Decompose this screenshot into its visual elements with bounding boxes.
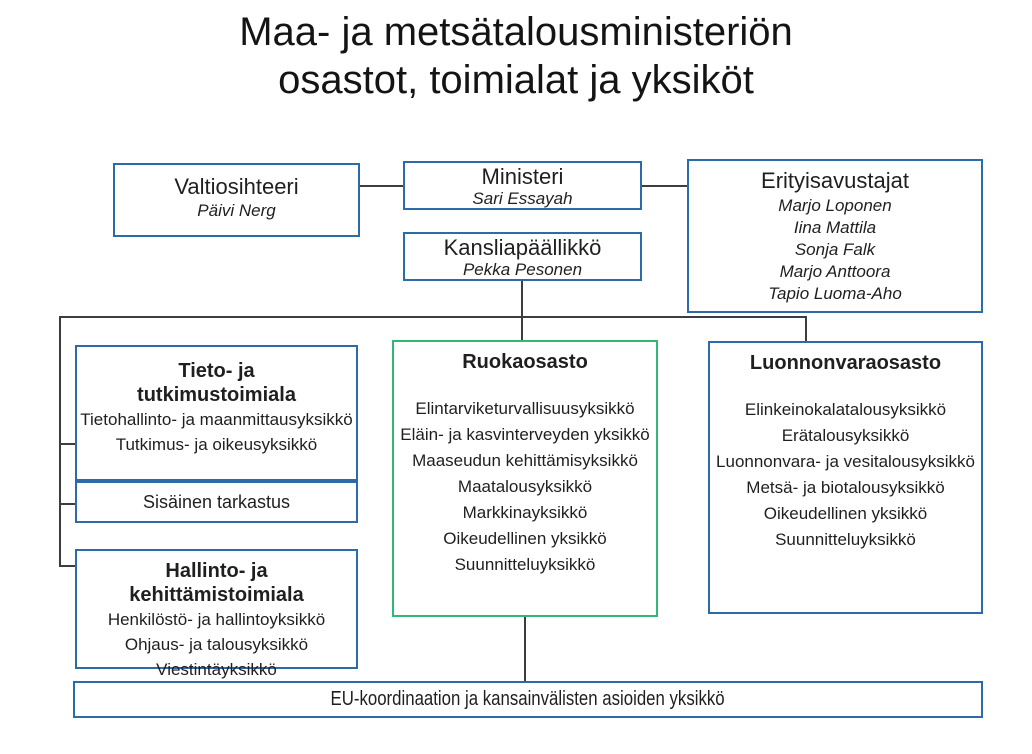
unit: Suunnitteluyksikkö xyxy=(775,530,916,549)
tieto-toimiala-units xyxy=(77,407,356,457)
erityisavustajat-names xyxy=(689,195,981,305)
erityisavustaja-name: Tapio Luoma-Aho xyxy=(768,284,902,303)
erityisavustaja-name: Marjo Loponen xyxy=(778,196,892,215)
unit: Metsä- ja biotalousyksikkö xyxy=(746,478,945,497)
unit: Elinkeinokalatalousyksikkö xyxy=(744,400,947,419)
unit: Maatalousyksikkö xyxy=(457,477,593,496)
box-kansliapaallikko xyxy=(403,232,642,281)
connector-trunk xyxy=(59,316,807,318)
box-eu-yksikko xyxy=(73,681,983,718)
ministeri-title: Ministeri xyxy=(481,164,564,189)
luonnonvaraosasto-units xyxy=(714,397,977,553)
luonnonvaraosasto-title: Luonnonvaraosasto xyxy=(749,352,942,374)
connector-left-vertical xyxy=(59,316,61,567)
unit: Viestintäyksikkö xyxy=(156,660,277,679)
box-luonnonvaraosasto xyxy=(708,341,983,614)
unit: Elintarviketurvallisuusyksikkö xyxy=(415,399,635,418)
ministeri-name: Sari Essayah xyxy=(472,189,573,208)
box-valtiosihteeri xyxy=(113,163,360,237)
unit: Oikeudellinen yksikkö xyxy=(443,529,607,548)
connector-right-vertical xyxy=(805,316,807,343)
connector-stub-hallinto xyxy=(59,565,75,567)
unit: Ohjaus- ja talousyksikkö xyxy=(124,635,309,654)
unit: Markkinayksikkö xyxy=(462,503,588,522)
box-tieto-toimiala xyxy=(75,345,358,481)
connector-stub-tieto xyxy=(59,443,75,445)
erityisavustajat-title: Erityisavustajat xyxy=(761,168,909,193)
box-ruokaosasto xyxy=(392,340,658,617)
unit: Tietohallinto- ja maanmittausyksikkö xyxy=(80,410,353,429)
connector-ruoka-eu xyxy=(524,615,526,683)
kansliapaallikko-title: Kansliapäällikkö xyxy=(443,235,602,260)
connector-valtiosihteeri-ministeri xyxy=(360,185,403,187)
unit: Eläin- ja kasvinterveyden yksikkö xyxy=(400,425,650,444)
unit: Erätalousyksikkö xyxy=(781,426,910,445)
ruokaosasto-units xyxy=(398,396,652,578)
box-ministeri xyxy=(403,161,642,210)
unit: Maaseudun kehittämisyksikkö xyxy=(412,451,638,470)
tieto-toimiala-title: Tieto- ja tutkimustoimiala xyxy=(137,360,296,406)
connector-kansliapaallikko-down xyxy=(521,281,523,342)
kansliapaallikko-name: Pekka Pesonen xyxy=(462,260,583,279)
page-title xyxy=(0,8,1032,104)
unit: Oikeudellinen yksikkö xyxy=(763,504,928,523)
hallinto-toimiala-title: Hallinto- ja kehittämistoimiala xyxy=(129,560,304,606)
valtiosihteeri-title: Valtiosihteeri xyxy=(174,174,299,199)
erityisavustaja-name: Iina Mattila xyxy=(793,218,877,237)
page-title-line2: osastot, toimialat ja yksiköt xyxy=(278,58,754,102)
hallinto-toimiala-units xyxy=(77,607,356,682)
erityisavustaja-name: Sonja Falk xyxy=(794,240,876,259)
unit: Tutkimus- ja oikeusyksikkö xyxy=(115,435,318,454)
page-title-line1: Maa- ja metsätalousministeriön xyxy=(239,10,793,54)
valtiosihteeri-name: Päivi Nerg xyxy=(197,201,276,220)
eu-yksikko-title: EU-koordinaation ja kansainvälisten asioiden yksikkö xyxy=(330,688,726,710)
connector-stub-sisainen xyxy=(59,503,75,505)
erityisavustaja-name: Marjo Anttoora xyxy=(779,262,891,281)
ruokaosasto-title: Ruokaosasto xyxy=(462,351,588,373)
sisainen-tarkastus-title: Sisäinen tarkastus xyxy=(142,491,291,512)
unit: Luonnonvara- ja vesitalousyksikkö xyxy=(716,452,975,471)
box-sisainen-tarkastus xyxy=(75,481,358,523)
connector-ministeri-erityisavustajat xyxy=(642,185,687,187)
unit: Henkilöstö- ja hallintoyksikkö xyxy=(107,610,326,629)
box-hallinto-toimiala xyxy=(75,549,358,679)
unit: Suunnitteluyksikkö xyxy=(454,555,596,574)
box-erityisavustajat xyxy=(687,159,983,313)
